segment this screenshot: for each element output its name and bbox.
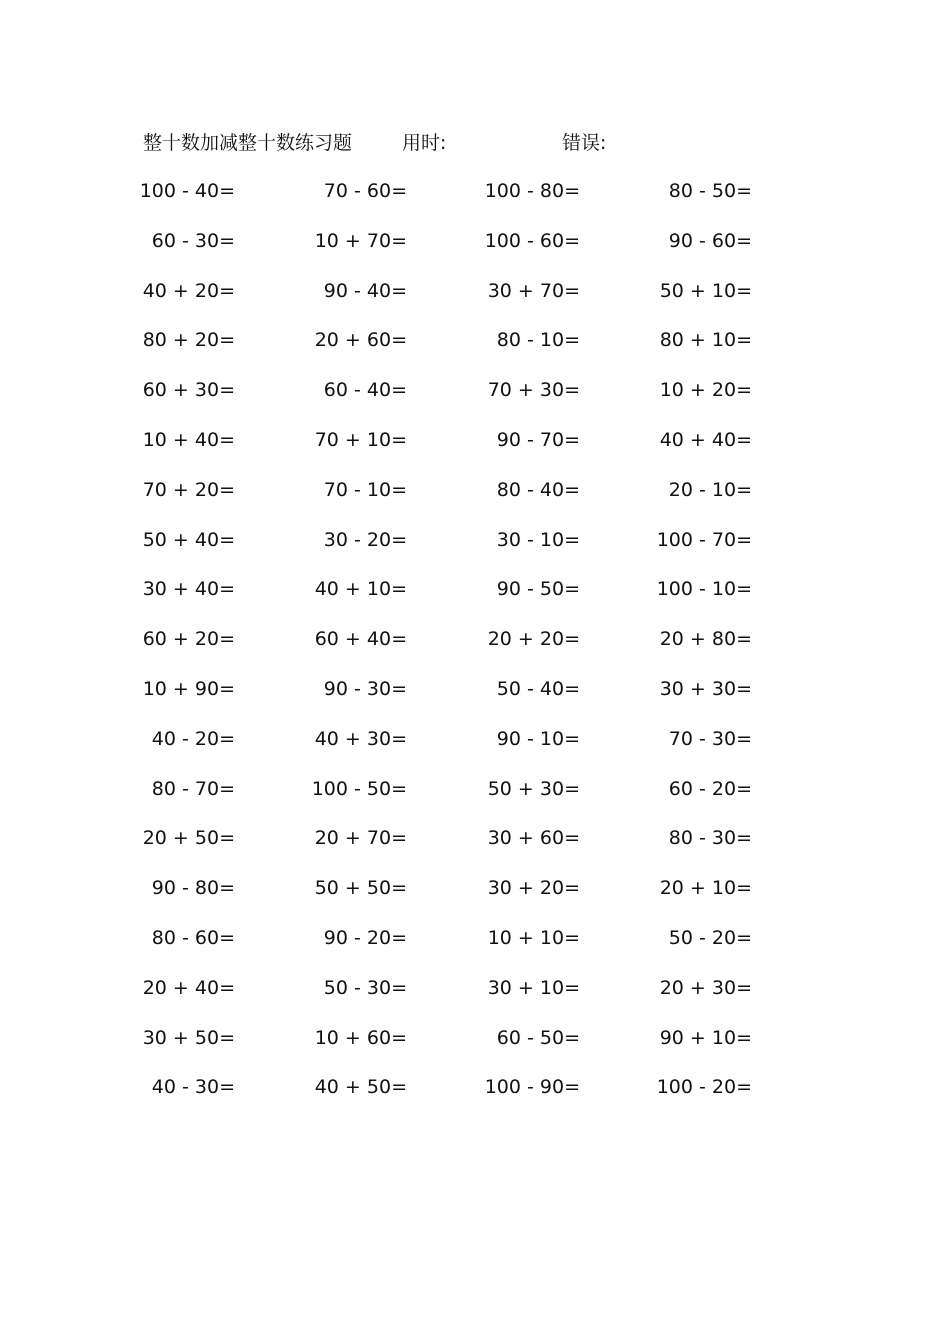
arithmetic-problem: 50 + 30= [487, 777, 580, 800]
arithmetic-problem: 100 - 10= [656, 578, 752, 601]
arithmetic-problem: 70 + 20= [142, 478, 235, 501]
problem-row [0, 226, 950, 276]
arithmetic-problem: 50 + 50= [314, 877, 407, 900]
arithmetic-problem: 60 - 30= [151, 229, 235, 252]
arithmetic-problem: 90 - 50= [496, 578, 580, 601]
problem-row [0, 724, 950, 774]
arithmetic-problem: 50 + 10= [659, 279, 752, 302]
arithmetic-problem: 20 + 30= [659, 976, 752, 999]
problem-row [0, 923, 950, 973]
arithmetic-problem: 70 + 30= [487, 379, 580, 402]
arithmetic-problem: 80 - 50= [668, 180, 752, 202]
arithmetic-problem: 90 - 70= [496, 428, 580, 451]
arithmetic-problem: 60 + 20= [142, 628, 235, 651]
arithmetic-problem: 10 + 60= [314, 1026, 407, 1049]
arithmetic-problem: 60 - 40= [323, 379, 407, 402]
arithmetic-problem: 90 - 20= [323, 926, 407, 949]
arithmetic-problem: 30 + 10= [487, 976, 580, 999]
arithmetic-problem: 50 - 40= [496, 677, 580, 700]
arithmetic-problem: 10 + 70= [314, 229, 407, 252]
problem-row [0, 425, 950, 475]
arithmetic-problem: 30 + 40= [142, 578, 235, 601]
arithmetic-problem: 80 - 70= [151, 777, 235, 800]
arithmetic-problem: 50 - 30= [323, 976, 407, 999]
arithmetic-problem: 60 + 30= [142, 379, 235, 402]
arithmetic-problem: 80 + 20= [142, 329, 235, 352]
arithmetic-problem: 90 + 10= [659, 1026, 752, 1049]
arithmetic-problem: 70 - 60= [323, 180, 407, 202]
arithmetic-problem: 10 + 10= [487, 926, 580, 949]
arithmetic-problem: 80 - 60= [151, 926, 235, 949]
arithmetic-problem: 40 + 20= [142, 279, 235, 302]
arithmetic-problem: 20 + 10= [659, 877, 752, 900]
arithmetic-problem: 40 + 30= [314, 727, 407, 750]
arithmetic-problem: 30 - 20= [323, 528, 407, 551]
problem-row [0, 674, 950, 724]
arithmetic-problem: 10 + 90= [142, 677, 235, 700]
problem-row [0, 873, 950, 923]
arithmetic-problem: 40 - 20= [151, 727, 235, 750]
arithmetic-problem: 20 + 20= [487, 628, 580, 651]
arithmetic-problem: 100 - 20= [656, 1076, 752, 1099]
arithmetic-problem: 100 - 50= [311, 777, 407, 800]
problem-row [0, 375, 950, 425]
arithmetic-problem: 30 + 30= [659, 677, 752, 700]
arithmetic-problem: 30 - 10= [496, 528, 580, 551]
arithmetic-problem: 90 - 40= [323, 279, 407, 302]
problem-row [0, 525, 950, 575]
arithmetic-problem: 40 - 30= [151, 1076, 235, 1099]
arithmetic-problem: 40 + 10= [314, 578, 407, 601]
arithmetic-problem: 100 - 40= [139, 180, 235, 202]
arithmetic-problem: 10 + 20= [659, 379, 752, 402]
problem-row [0, 624, 950, 674]
arithmetic-problem: 100 - 90= [484, 1076, 580, 1099]
arithmetic-problem: 30 + 70= [487, 279, 580, 302]
arithmetic-problem: 90 - 60= [668, 229, 752, 252]
arithmetic-problem: 40 + 50= [314, 1076, 407, 1099]
arithmetic-problem: 60 + 40= [314, 628, 407, 651]
arithmetic-problem: 30 + 50= [142, 1026, 235, 1049]
arithmetic-problem: 80 + 10= [659, 329, 752, 352]
arithmetic-problem: 80 - 30= [668, 827, 752, 850]
arithmetic-problem: 20 - 10= [668, 478, 752, 501]
arithmetic-problem: 60 - 20= [668, 777, 752, 800]
arithmetic-problem: 50 + 40= [142, 528, 235, 551]
arithmetic-problem: 10 + 40= [142, 428, 235, 451]
arithmetic-problem: 20 + 50= [142, 827, 235, 850]
error-count-label: 错误: [562, 132, 607, 154]
arithmetic-problem: 70 + 10= [314, 428, 407, 451]
arithmetic-problem: 100 - 60= [484, 229, 580, 252]
problem-row [0, 973, 950, 1023]
problem-row [0, 1023, 950, 1073]
arithmetic-problem: 20 + 60= [314, 329, 407, 352]
problem-row [0, 276, 950, 326]
problem-row [0, 475, 950, 525]
arithmetic-problem: 20 + 80= [659, 628, 752, 651]
time-used-label: 用时: [402, 132, 447, 154]
arithmetic-problem: 80 - 10= [496, 329, 580, 352]
arithmetic-problem: 90 - 80= [151, 877, 235, 900]
arithmetic-problem: 100 - 70= [656, 528, 752, 551]
problem-grid [0, 176, 950, 1122]
arithmetic-problem: 50 - 20= [668, 926, 752, 949]
problem-row [0, 325, 950, 375]
arithmetic-problem: 80 - 40= [496, 478, 580, 501]
problem-row [0, 176, 950, 226]
arithmetic-problem: 90 - 10= [496, 727, 580, 750]
arithmetic-problem: 90 - 30= [323, 677, 407, 700]
arithmetic-problem: 30 + 20= [487, 877, 580, 900]
problem-row [0, 1072, 950, 1122]
worksheet-title: 整十数加减整十数练习题 [143, 132, 353, 154]
arithmetic-problem: 70 - 30= [668, 727, 752, 750]
arithmetic-problem: 100 - 80= [484, 180, 580, 202]
arithmetic-problem: 40 + 40= [659, 428, 752, 451]
arithmetic-problem: 70 - 10= [323, 478, 407, 501]
worksheet-header [0, 128, 950, 158]
arithmetic-problem: 30 + 60= [487, 827, 580, 850]
problem-row [0, 823, 950, 873]
problem-row [0, 574, 950, 624]
problem-row [0, 774, 950, 824]
arithmetic-problem: 20 + 40= [142, 976, 235, 999]
arithmetic-problem: 60 - 50= [496, 1026, 580, 1049]
arithmetic-problem: 20 + 70= [314, 827, 407, 850]
